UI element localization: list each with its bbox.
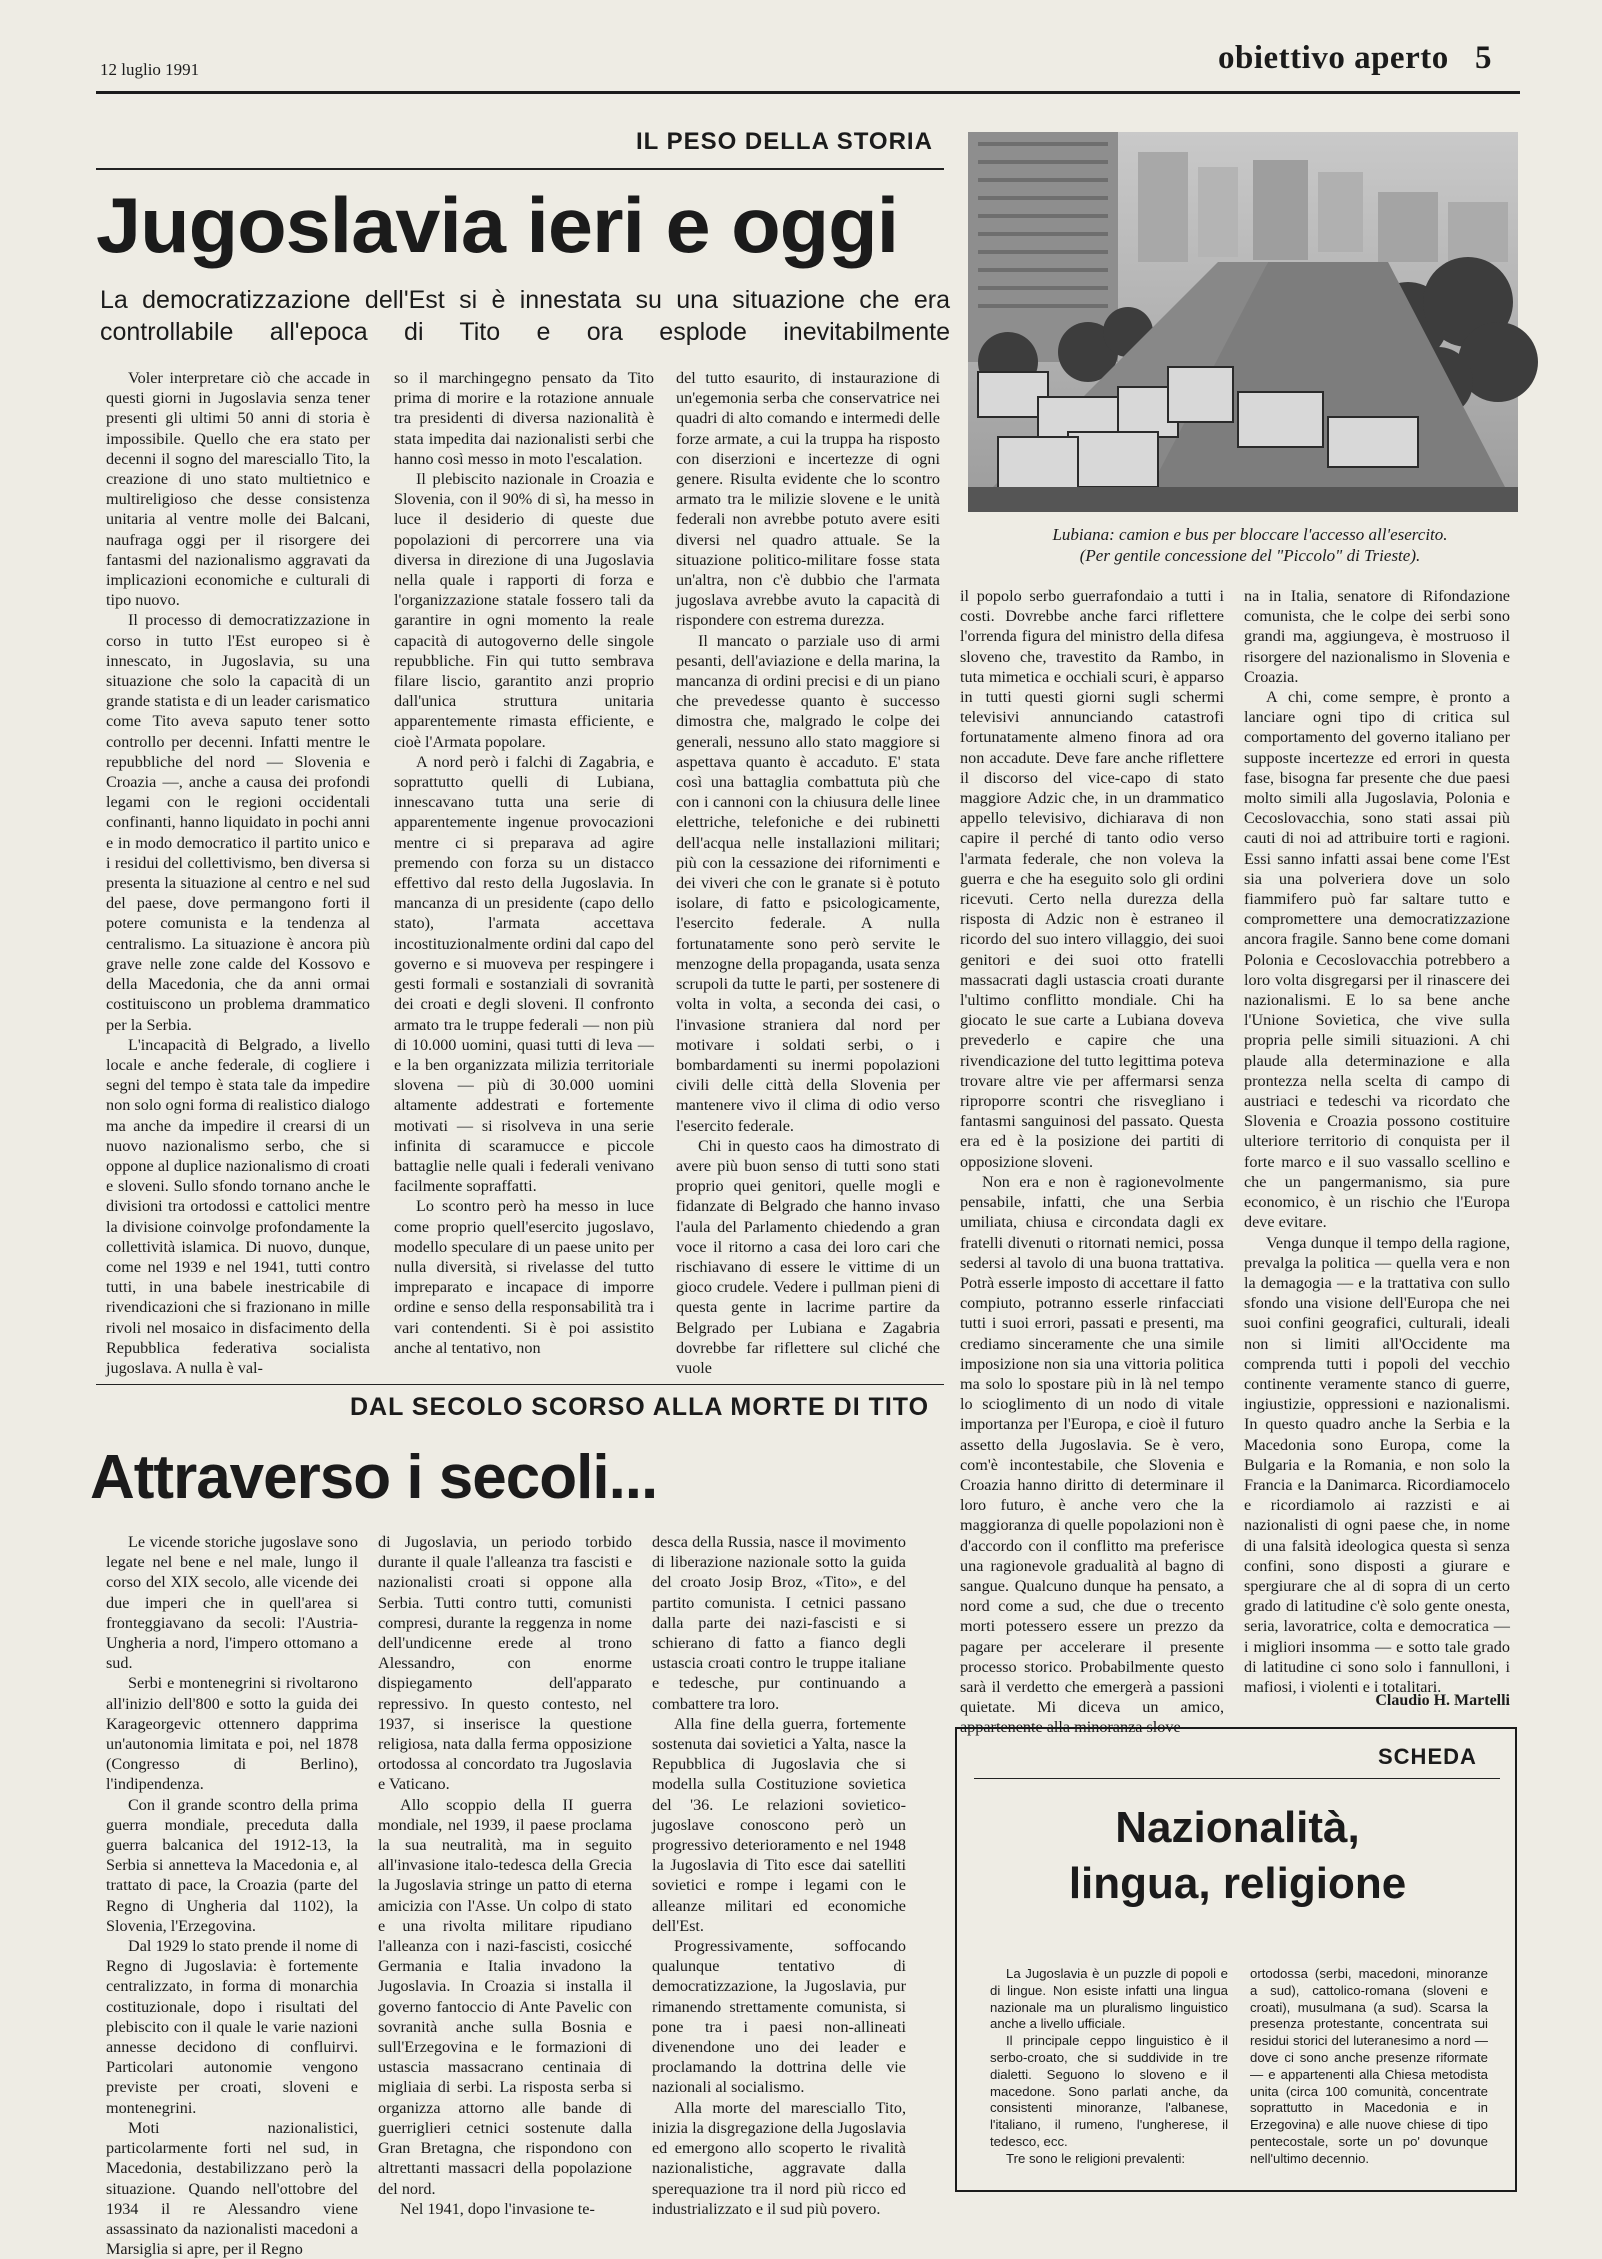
- paragraph: desca della Russia, nasce il movimento di liberazione nazionale sotto la guida del croato Josip Broz, «Tito», e del partito comunista. I cetnici passano dalla parte dei nazi-fascisti e si schierano di fatto a fianco degli ustascia croati contro le truppe italiane e tedesche, pur continuando a combattere tra loro.: [652, 1533, 906, 1713]
- paragraph: Alla morte del maresciallo Tito, inizia la disgregazione della Jugoslavia ed emergono allo scoperto le rivalità nazionalistiche, aggravate dalla sperequazione tra il nord più ricco ed industrializzato e il sud più povero.: [652, 2098, 906, 2218]
- section-rule: [96, 1384, 944, 1385]
- photo-caption: [990, 524, 1510, 566]
- article1-column-1: [106, 368, 370, 1377]
- paragraph: Venga dunque il tempo della ragione, prevalga la politica — quella vera e non la demagogia — e la trattativa con sullo sfondo una visione dell'Europa che nei suoi confini geografici, culturali, ideali non si limiti all'Occidente ma comprenda tutti i popoli del vecchio continente veramente stanco di guerre, ingiustizie, oppressioni e nazionalismi. In questo quadro anche la Serbia e la Macedonia sono Europa, come la Bulgaria e la Romania, e non solo la Francia e la Danimarca. Ricordiamocelo e ricordiamolo ai razzisti e ai nazionalisti di ogni paese che, in nome di una falsità ideologica questa sì senza confini, sono disposti a giurare e spergiurare che al di sopra di un certo grado di latitudine c'è solo gente onesta, seria, lavoratrice, colta e democratica — i migliori insomma — e sotto tale grado di latitudine ci sono solo i fannulloni, i mafiosi, i violenti e i totalitari.: [1244, 1233, 1510, 1696]
- paragraph: Alla fine della guerra, fortemente sostenuta dai sovietici a Yalta, nasce la Repubblica di Jugoslavia che si modella sulla Costituzione sovietica del '36. Le relazioni sovietico-jugoslave conoscono però un progressivo deterioramento e nel 1948 la Jugoslavia di Tito esce dai satelliti sovietici e rompe i legami con le alleanze militari ed economiche dell'Est.: [652, 1714, 906, 1935]
- paragraph: Serbi e montenegrini si rivoltarono all'inizio dell'800 e sotto la guida dei Karageorgevic ottennero dapprima un'autonomia limitata e poi, nel 1878 (Congresso di Berlino), l'indipendenza.: [106, 1674, 358, 1794]
- paragraph: A chi, come sempre, è pronto a lanciare ogni tipo di critica sul comportamento del governo italiano per supposte incertezze ed errori in questa fase, bisogna far presente che due paesi molto simili alla Jugoslavia, Polonia e Cecoslovacchia, sono stati assai più cauti di noi ad attribuire torti e ragioni. Essi sanno infatti assai bene come l'Est sia una polveriera dove un solo fiammifero può far saltare tutto e compromettere una democratizzazione ancora fragile. Sanno bene come domani Polonia e Cecoslovacchia potrebbero a loro volta disgregarsi per il rinascere dei nazionalismi. E lo sa bene anche l'Unione Sovietica, che vive sulla propria pelle simili situazioni. A chi plaude alla determinazione e alla prontezza nella scelta di campo di austriaci e tedeschi va ricordato che Slovenia e Croazia possono costituire ulteriore territorio di conquista per il forte marco e il suo vassallo scellino e che un pangermanismo, sia pure economico, è un rischio che l'Europa deve evitare.: [1244, 688, 1510, 1232]
- scheda-title-line2: lingua, religione: [1068, 1859, 1407, 1908]
- paragraph: na in Italia, senatore di Rifondazione comunista, che le colpe dei serbi sono grandi ma, aggiungeva, è mostruoso il risorgere del nazionalismo in Slovenia e Croazia.: [1244, 587, 1510, 686]
- article1-kicker: IL PESO DELLA STORIA: [636, 128, 933, 155]
- paragraph: Voler interpretare ciò che accade in questi giorni in Jugoslavia senza tener presenti gli ultimi 50 anni di storia è impossibile. Quello che era stato per decenni il sogno del maresciallo Tito, la creazione di uno stato multietnico e multireligioso che desse consistenza unitaria al ventre molle dei Balcani, naufraga oggi per il risorgere dei fantasmi del nazionalismo aggravati da implicazioni economiche e culturali di tipo nuovo.: [106, 369, 370, 610]
- paragraph: Allo scoppio della II guerra mondiale, nel 1939, il paese proclama la sua neutralità, ma in seguito all'invasione italo-tedesca della Grecia la Jugoslavia stringe un patto di eterna amicizia con l'Asse. Un colpo di stato e una rivolta militare ripudiano l'alleanza con i nazi-fascisti, cosicché Germania e Italia invadono la Jugoslavia. In Croazia si installa il governo fantoccio di Ante Pavelic con sovranità anche sulla Bosnia e sull'Erzegovina e le formazioni di ustascia massacrano centinaia di migliaia di serbi. La risposta serba si organizza attorno alle bande di guerriglieri cetnici sostenute dalla Gran Bretagna, che rispondono con altrettanti massacri della popolazione del nord.: [378, 1795, 632, 2198]
- paragraph: Le vicende storiche jugoslave sono legate nel bene e nel male, lungo il corso del XIX secolo, alle vicende dei due imperi che in quell'area si fronteggiavano da secoli: l'Austria-Ungheria a nord, l'impero ottomano a sud.: [106, 1533, 358, 1673]
- article2-column-3: [652, 1532, 906, 2218]
- paragraph: Tre sono le religioni prevalenti:: [1006, 2150, 1186, 2166]
- scheda-column-1: [990, 1966, 1228, 2182]
- masthead: [1218, 40, 1492, 77]
- paragraph: il popolo serbo guerrafondaio a tutti i costi. Dovrebbe anche farci riflettere l'orrenda figura del ministro della difesa sloveno che, travestito da Rambo, in tuta mimetica e occhiali scuri, è apparso in tutti questi giorni sugli schermi televisivi annunciando catastrofi fortunatamente almeno finora ad ora non accadute. Deve fare anche riflettere il discorso del vice-capo di stato maggiore Adzic che, in un drammatico appello televisivo, dichiarava di non capire il perché di tanto odio verso l'armata federale, che non voleva la guerra e che ha eseguito solo gli ordini ricevuti. Certo nella durezza della risposta di Adzic non è estraneo il ricordo del suo intero villaggio, dei suoi genitori e dei suoi otto fratelli massacrati dagli ustascia croati durante l'ultimo conflitto mondiale. Chi ha giocato le sue carte a Lubiana doveva prevederlo e capire che una rivendicazione del tutto legittima poteva trovare altre vie per affermarsi senza riproporre scontri che risvegliano i fantasmi sanguinosi del passato. Questa era ed è la posizione dei partiti di opposizione sloveni.: [960, 587, 1224, 1171]
- author-signature: Claudio H. Martelli: [1375, 1692, 1510, 1709]
- paragraph: Progressivamente, soffocando qualunque tentativo di democratizzazione, la Jugoslavia, pur rimanendo strettamente comunista, si pone tra i paesi non-allineati divenendone uno dei leader e proclamando la dottrina delle vie nazionali al socialismo.: [652, 1937, 906, 2097]
- paragraph: so il marchingegno pensato da Tito prima di morire e la rotazione annuale tra presidenti di diversa nazionalità è stata impedita dai nazionalisti serbi che hanno così messo in moto l'escalation.: [394, 369, 654, 468]
- header-rule: [96, 91, 1520, 94]
- paragraph: Moti nazionalistici, particolarmente forti nel sud, in Macedonia, destabilizzano però la situazione. Quando nell'ottobre del 1934 il re Alessandro viene assassinato da nazionalisti macedoni a Marsiglia si apre, per il Regno: [106, 2118, 358, 2259]
- article1-column-3: [676, 368, 940, 1377]
- paragraph: Il plebiscito nazionale in Croazia e Slovenia, con il 90% di sì, ha messo in luce il desiderio di queste due popolazioni di percorrere una via diversa in direzione di una Jugoslavia nella quale i rapporti di forza e l'organizzazione statale fossero tali da garantire in ogni momento la reale capacità di autogoverno delle singole repubbliche. Fin qui tutto sembrava filare liscio, garantito anzi proprio dall'unica struttura unitaria apparentemente rimasta efficiente, e cioè l'Armata popolare.: [394, 470, 654, 751]
- scheda-title: [975, 1800, 1500, 1912]
- kicker-rule: [96, 168, 944, 170]
- issue-date: 12 luglio 1991: [100, 60, 200, 79]
- article1-column-2: [394, 368, 654, 1358]
- photo-caption-line1: Lubiana: camion e bus per bloccare l'accesso all'esercito.: [1052, 525, 1448, 544]
- paragraph: Con il grande scontro della prima guerra mondiale, preceduta dalla guerra balcanica del 1912-13, la Serbia si annetteva la Macedonia e, al trattato di pace, la Croazia (parte del Regno di Ungheria dal 1102), la Slovenia, l'Erzegovina.: [106, 1795, 358, 1935]
- photo-caption-line2: (Per gentile concessione del "Piccolo" di Trieste).: [1079, 546, 1421, 565]
- paragraph: ortodossa (serbi, macedoni, minoranze a sud), cattolico-romana (sloveni e croati), musulmana (a sud). Scarsa la presenza protestante, concentrata sui residui storici del luteranesimo a nord — dove ci sono anche presenze riformate — e appartenenti alla Chiesa metodista unita (circa 100 comunità, concentrate soprattutto in Macedonia e in Erzegovina) e alle nuove chiese di tipo pentecostale, sorte un po' dovunque nell'ultimo decennio.: [1250, 1966, 1488, 2166]
- paragraph: Nel 1941, dopo l'invasione te-: [400, 2199, 595, 2218]
- paragraph: A nord però i falchi di Zagabria, e soprattutto quelli di Lubiana, innescavano tutta una serie di apparentemente ingenue provocazioni mentre ci si preparava ad agire premendo con forza su un distacco effettivo dal resto della Jugoslavia. In mancanza di un presidente (capo dello stato), l'armata accettava incostituzionalmente ordini dal capo del governo e si muoveva per respingere i gesti formali e sostanziali di sovranità dei croati e degli sloveni. Il confronto armato tra le truppe federali — non più di 10.000 uomini, quasi tutti di leva — e la ben organizzata milizia territoriale slovena — più di 30.000 uomini altamente addestrati e fortemente motivati — si risolveva in una serie infinita di scaramucce e piccole battaglie nelle quali i federali venivano facilmente sopraffatti.: [394, 752, 654, 1196]
- article1-headline: Jugoslavia ieri e oggi: [96, 181, 899, 269]
- article1-column-5: [1244, 586, 1510, 1696]
- article2-headline: Attraverso i secoli...: [90, 1443, 658, 1512]
- paragraph: Dal 1929 lo stato prende il nome di Regno di Jugoslavia: è fortemente centralizzato, in forma di monarchia costituzionale, dopo i risultati del plebiscito con il quale le varie nazioni annesse decidono di confluirvi. Particolari autonomie vengono previste per croati, sloveni e montenegrini.: [106, 1937, 358, 2117]
- page-number: 5: [1474, 40, 1492, 76]
- scheda-column-2: [1250, 1966, 1488, 2182]
- paragraph: del tutto esaurito, di instaurazione di un'egemonia serba che conservatrice nei quadri di alto comando e intermedi delle forze armate, a cui la truppa ha risposto con diserzioni e incertezze di ogni genere. Risulta evidente che lo scontro armato tra le milizie slovene e le unità federali non avrebbe potuto avere esiti diversi nel quadro attuale. Se la situazione politico-militare fosse stata un'altra, non c'è dubbio che l'armata jugoslava avrebbe avuto la capacità di rispondere con estrema durezza.: [676, 369, 940, 630]
- scheda-tag: SCHEDA: [1378, 1744, 1477, 1769]
- article2-column-2: [378, 1532, 632, 2218]
- paragraph: L'incapacità di Belgrado, a livello locale e anche federale, di cogliere i segni del tempo è stata tale da impedire non solo ogni forma di realistico dialogo ma anche da impedire il crearsi di un nuovo nazionalismo serbo, che si oppone al duplice nazionalismo di croati e sloveni. Sullo sfondo tornano anche le divisioni tra ortodossi e cattolici mentre la divisione coinvolge profondamente la collettività islamica. Di nuovo, dunque, come nel 1939 e nel 1941, tutti contro tutti, in una babele inestricabile di rivendicazioni che si frazionano in mille rivoli nel mosaico in disfacimento della Repubblica federativa socialista jugoslava. A nulla è val-: [106, 1035, 370, 1377]
- paragraph: Lo scontro però ha messo in luce come proprio quell'esercito jugoslavo, modello speculare di un paese unito per nulla diversità, si rivelasse del tutto impreparato e incapace di imporre ordine e senso della responsabilità tra i vari contendenti. Si è poi assistito anche al tentativo, non: [394, 1197, 654, 1357]
- paragraph: Non era e non è ragionevolmente pensabile, infatti, che una Serbia umiliata, chiusa e circondata dagli ex fratelli divenuti o ritornati nemici, possa sedersi al tavolo di una buona trattativa. Potrà esserle imposto di accettare il fatto compiuto, potranno esserle rinfacciati tutti i suoi errori, passati e presenti, ma crediamo sinceramente che una simile imposizione non sia una vittoria politica ma solo lo spostare più in là nel tempo lo scioglimento di un nodo di vitale importanza per l'Europa, e cioè il futuro assetto della Jugoslavia. Se è vero, com'è incontestabile, che Slovenia e Croazia hanno diritto di determinare il loro futuro, è anche vero che la maggioranza di quelle popolazioni non è d'accordo con il conflitto ma preferisce una ragionevole gradualità al bagno di sangue. Qualcuno dunque ha pensato, a nord come a sud, che due o trecento morti potessero essere un prezzo da pagare per accelerare il presente processo storico. Probabilmente questo sarà il verdetto che emergerà a passioni quietate. Mi diceva un amico, appartenente alla minoranza slove-: [960, 1172, 1224, 1737]
- paragraph: Il mancato o parziale uso di armi pesanti, dell'aviazione e della marina, la mancanza di ordini precisi e di un piano che prevedesse quanto è successo dimostra che, malgrado le colpe dei generali, nessuno allo stato maggiore si aspettava quanto è accaduto. E' stata così una battaglia combattuta più che con i cannoni con la chiusura delle linee elettriche, telefoniche e dei rubinetti dell'acqua nelle installazioni militari; più con la cessazione dei rifornimenti e dei viveri che con le granate si è potuto isolare, di fatto e psicologicamente, l'esercito federale. A nulla fortunatamente sono però servite le menzogne della propaganda, usata senza scrupoli da tutte le parti, per sostenere di volta in volta, a seconda dei casi, o l'invasione straniera dal nord per motivare i soldati serbi, o i bombardamenti su inermi popolazioni civili delle città della Slovenia per mantenere vivo il clima di odio verso l'esercito federale.: [676, 631, 940, 1135]
- article1-deck: La democratizzazione dell'Est si è innestata su una situazione che era controllabile all'epoca di Tito e ora esplode inevitabilmente: [100, 286, 950, 346]
- paragraph: Il principale ceppo linguistico è il serbo-croato, che si suddivide in tre dialetti. Seguono lo sloveno e il macedone. Sono parlati anche, da consistenti minoranze, l'albanese, l'italiano, il rumeno, l'ungherese, il tedesco, ecc.: [990, 2033, 1228, 2149]
- article2-kicker: DAL SECOLO SCORSO ALLA MORTE DI TITO: [350, 1393, 930, 1421]
- paragraph: Chi in questo caos ha dimostrato di avere più buon senso di tutti sono stati proprio quei genitori, quelle mogli e fidanzate di Belgrado che hanno invaso l'aula del Parlamento chiedendo a gran voce il ritorno a casa dei loro cari che rischiavano di essere le vittime di un gioco crudele. Vedere i pullman pieni di questa gente in lacrime partire da Belgrado per Lubiana e Zagabria dovrebbe far riflettere sul cliché che vuole: [676, 1136, 940, 1377]
- paragraph: Il processo di democratizzazione in corso in tutto l'Est europeo si è innescato, in Jugoslavia, su una situazione che solo la capacità di un grande statista e di un leader carismatico come Tito aveva saputo tener sotto controllo per decenni. Infatti mentre le repubbliche del nord — Slovenia e Croazia —, anche a causa dei profondi legami con le regioni occidentali confinanti, hanno liquidato in pochi anni e in modo democratico il partito unico e i residui del collettivismo, ben diversa si presenta la situazione al centro e nel sud del paese, dove permangono forti il potere comunista e la tendenza al centralismo. La situazione è ancora più grave nelle zone calde del Kossovo e della Macedonia, che da anni ormai costituiscono un problema drammatico per la Serbia.: [106, 611, 370, 1034]
- scheda-title-line1: Nazionalità,: [1115, 1803, 1360, 1852]
- paragraph: La Jugoslavia è un puzzle di popoli e di lingue. Non esiste infatti una lingua nazionale ma un pluralismo linguistico anche a livello ufficiale.: [990, 1966, 1228, 2032]
- scheda-rule: [974, 1778, 1500, 1779]
- article2-column-1: [106, 1532, 358, 2259]
- paragraph: di Jugoslavia, un periodo torbido durante il quale l'alleanza tra fascisti e nazionalisti croati si oppone alla Serbia. Tutti contro tutti, comunisti compresi, durante la reggenza in nome dell'undicenne erede al trono Alessandro, con enorme dispiegamento dell'apparato repressivo. In questo contesto, nel 1937, si inserisce la questione religiosa, nata dalla ferma opposizione ortodossa al concordato tra Jugoslavia e Vaticano.: [378, 1533, 632, 1794]
- publication-name: obiettivo aperto: [1218, 40, 1449, 76]
- photo-ljubljana-barricade: [968, 132, 1518, 512]
